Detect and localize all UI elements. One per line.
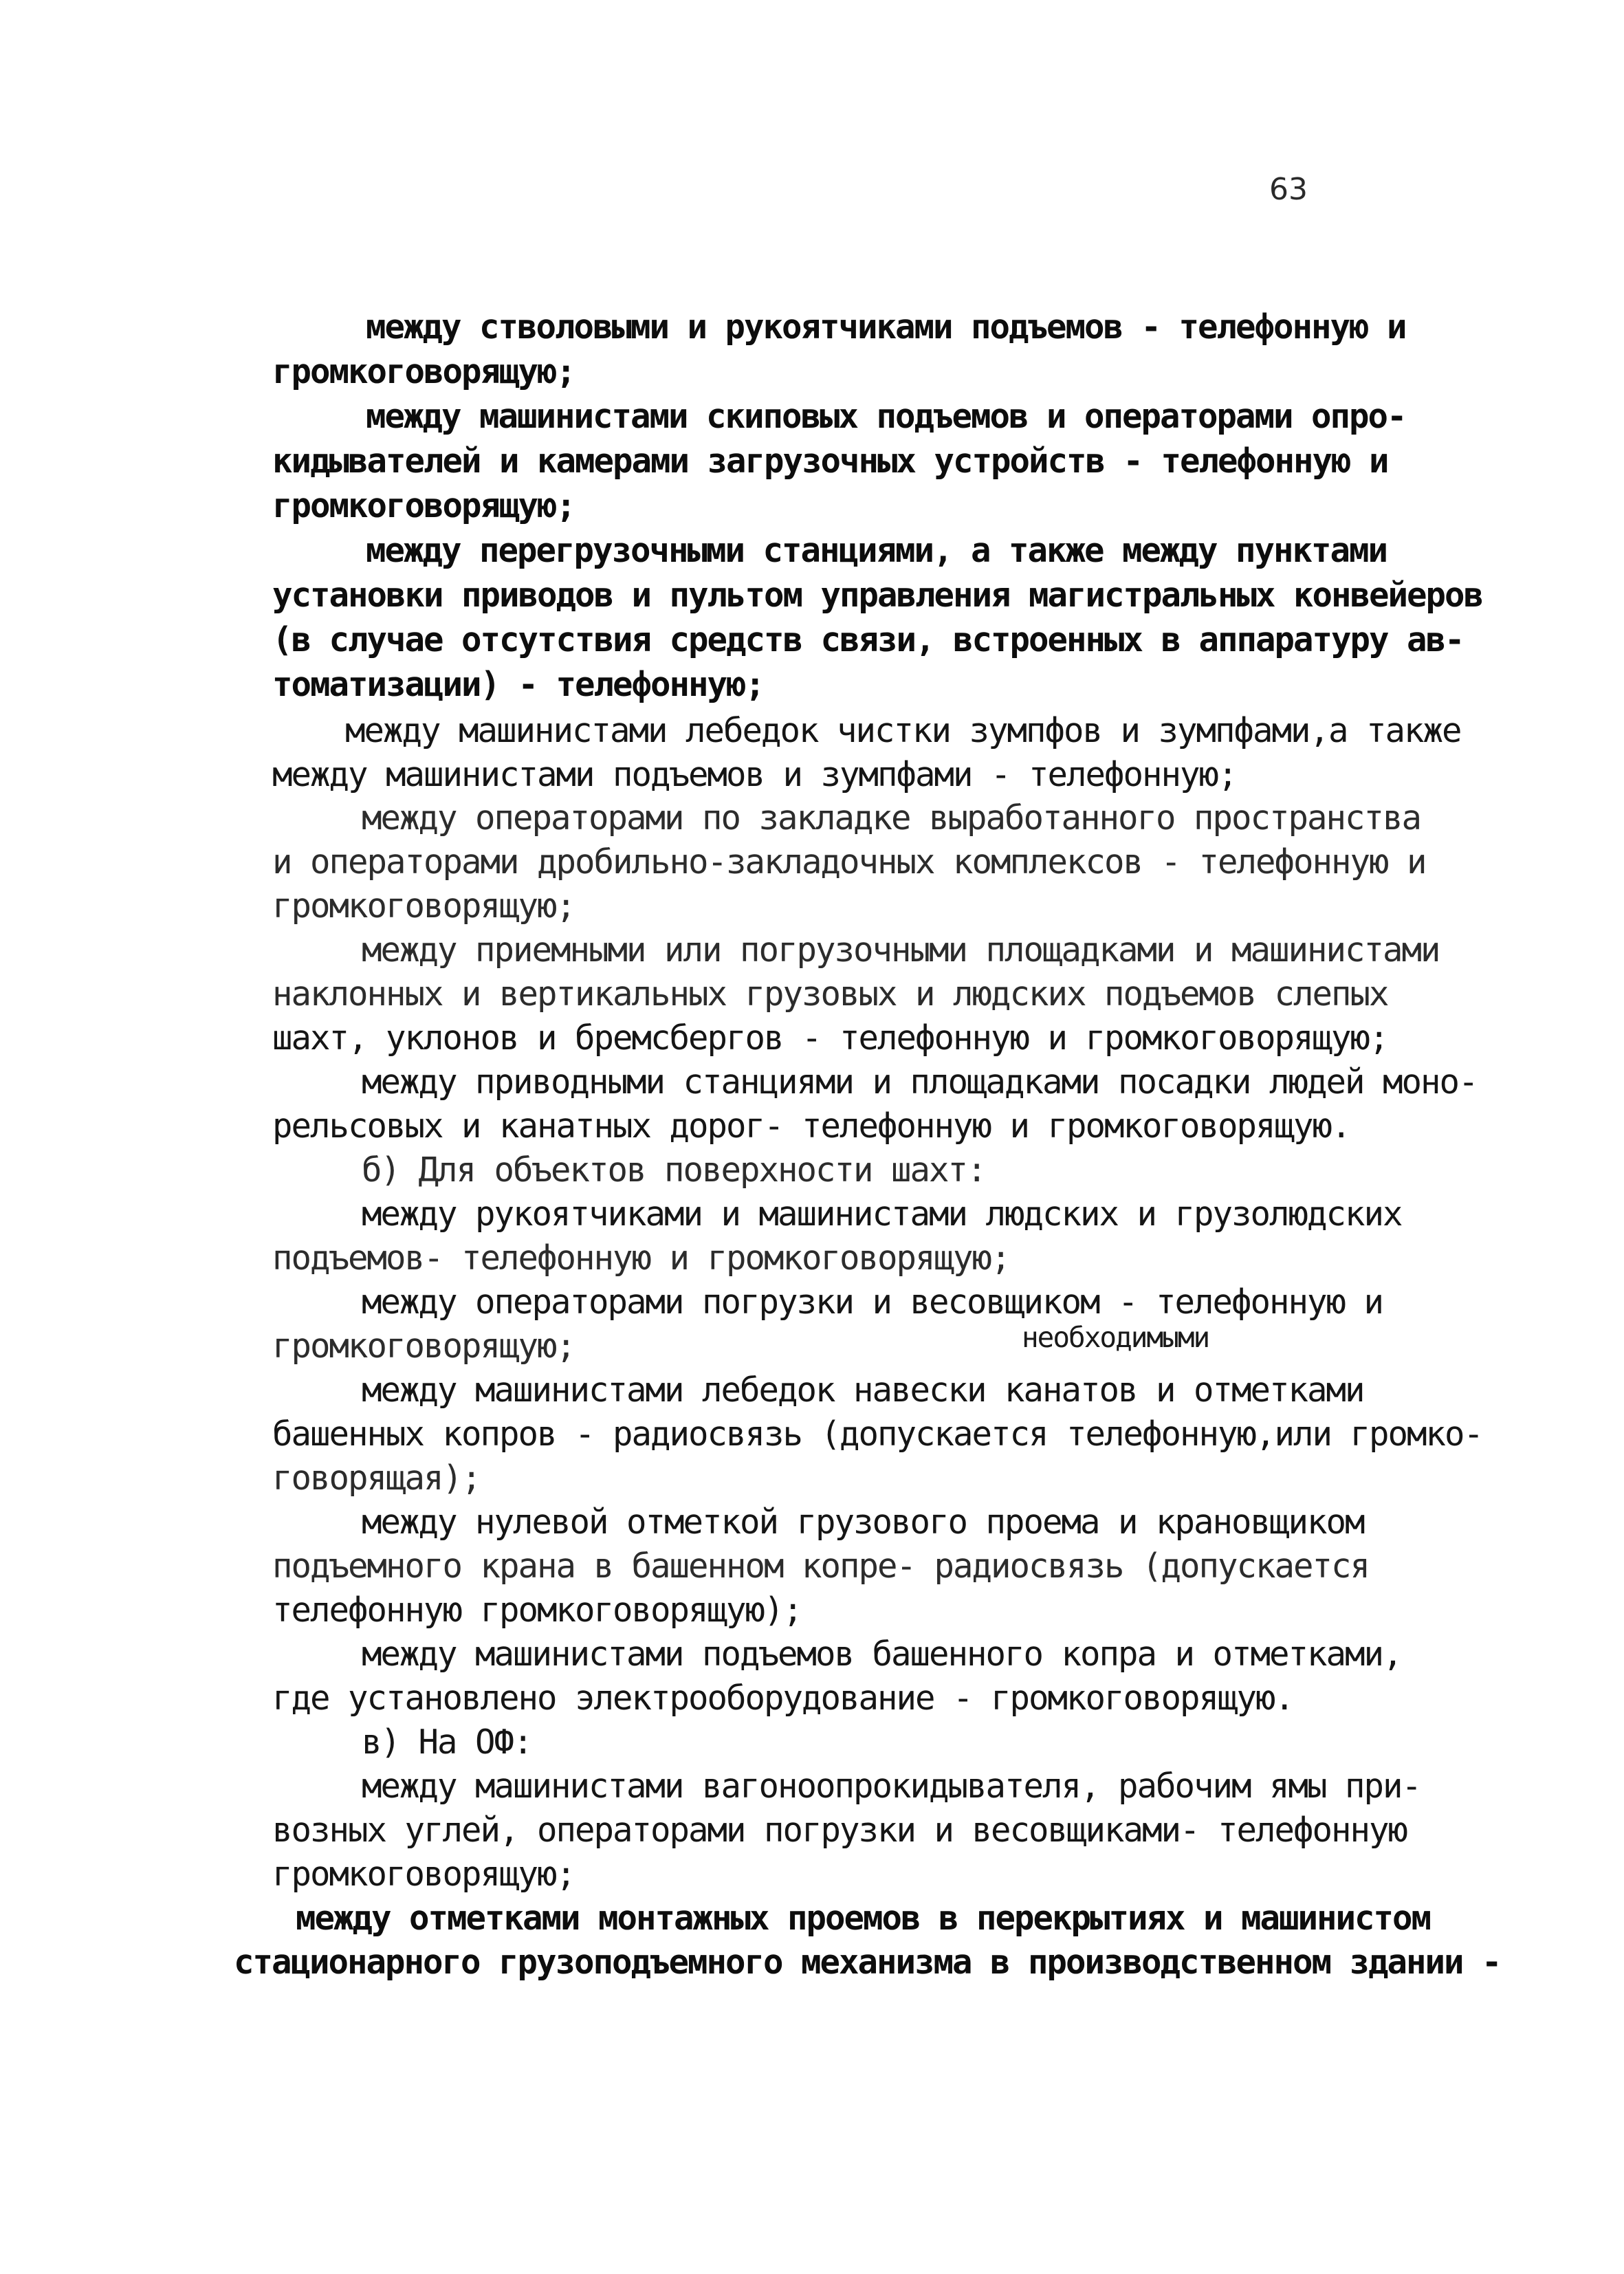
text-line-10: между машинистами лебедок чистки зумпфов и зумпфами,а также [345,711,1461,750]
text-line-9: томатизации) - телефонную; [272,665,765,704]
text-line-7: установки приводов и пультом управления магистральных конвейеров [272,576,1483,615]
text-line-19: рельсовых и канатных дорог- телефонную и громкоговорящую. [272,1106,1350,1146]
text-line-38: стационарного грузоподъемного механизма в производственном здании - [234,1943,1501,1982]
text-line-37: между отметками монтажных проемов в перекрытиях и машинистом [296,1899,1431,1938]
text-line-4: кидывателей и камерами загрузочных устройств - телефонную и [272,441,1388,481]
text-line-12: между операторами по закладке выработанного пространства [362,798,1421,838]
text-line-36: громкоговорящую; [272,1855,575,1894]
text-line-33: в) На ОФ: [362,1723,532,1762]
text-line-8: (в случае отсутствия средств связи, встроенных в аппаратуру ав- [272,620,1464,659]
text-line-22: подъемов- телефонную и громкоговорящую; [272,1238,1010,1278]
text-line-24: громкоговорящую; [272,1326,575,1366]
text-line-32: где установлено электрооборудование - громкоговорящую. [272,1679,1294,1718]
text-line-20: б) Для объектов поверхности шахт: [362,1150,986,1190]
text-line-34: между машинистами вагоноопрокидывателя, рабочим ямы при- [362,1767,1421,1806]
text-line-26: башенных копров - радиосвязь (допускается телефонную,или громко- [272,1414,1483,1454]
text-line-11: между машинистами подъемов и зумпфами - телефонную; [272,755,1237,794]
text-line-15: между приемными или погрузочными площадками и машинистами [362,930,1440,970]
text-line-6: между перегрузочными станциями, а также между пунктами [366,531,1387,570]
text-line-17: шахт, уклонов и бремсбергов - телефонную и громкоговорящую; [272,1018,1388,1058]
text-line-5: громкоговорящую; [272,486,575,525]
text-line-13: и операторами дробильно-закладочных комплексов - телефонную и [272,842,1426,882]
text-line-18: между приводными станциями и площадками посадки людей моно- [362,1062,1478,1102]
text-line-27: говорящая); [272,1458,481,1498]
text-line-16: наклонных и вертикальных грузовых и людских подъемов слепых [272,974,1388,1014]
text-line-25: между машинистами лебедок навески канатов и отметками [362,1370,1364,1410]
text-line-31: между машинистами подъемов башенного копра и отметками, [362,1635,1402,1674]
text-line-29: подъемного крана в башенном копре- радиосвязь (допускается [272,1546,1370,1586]
text-line-1: между стволовыми и рукоятчиками подъемов - телефонную и [366,307,1406,347]
text-line-3: между машинистами скиповых подъемов и операторами опро- [366,397,1406,436]
text-line-2: громкоговорящую; [272,352,575,391]
text-line-30: телефонную громкоговорящую); [272,1590,802,1630]
handwritten-insertion: необходимыми [1022,1321,1209,1354]
text-line-28: между нулевой отметкой грузового проема и крановщиком [362,1502,1364,1542]
text-line-23: между операторами погрузки и весовщиком - телефонную и [362,1282,1383,1322]
text-line-21: между рукоятчиками и машинистами людских и грузолюдских [362,1194,1402,1234]
text-line-35: возных углей, операторами погрузки и весовщиками- телефонную [272,1811,1407,1850]
page-number: 63 [1269,172,1308,207]
text-line-14: громкоговорящую; [272,886,575,926]
